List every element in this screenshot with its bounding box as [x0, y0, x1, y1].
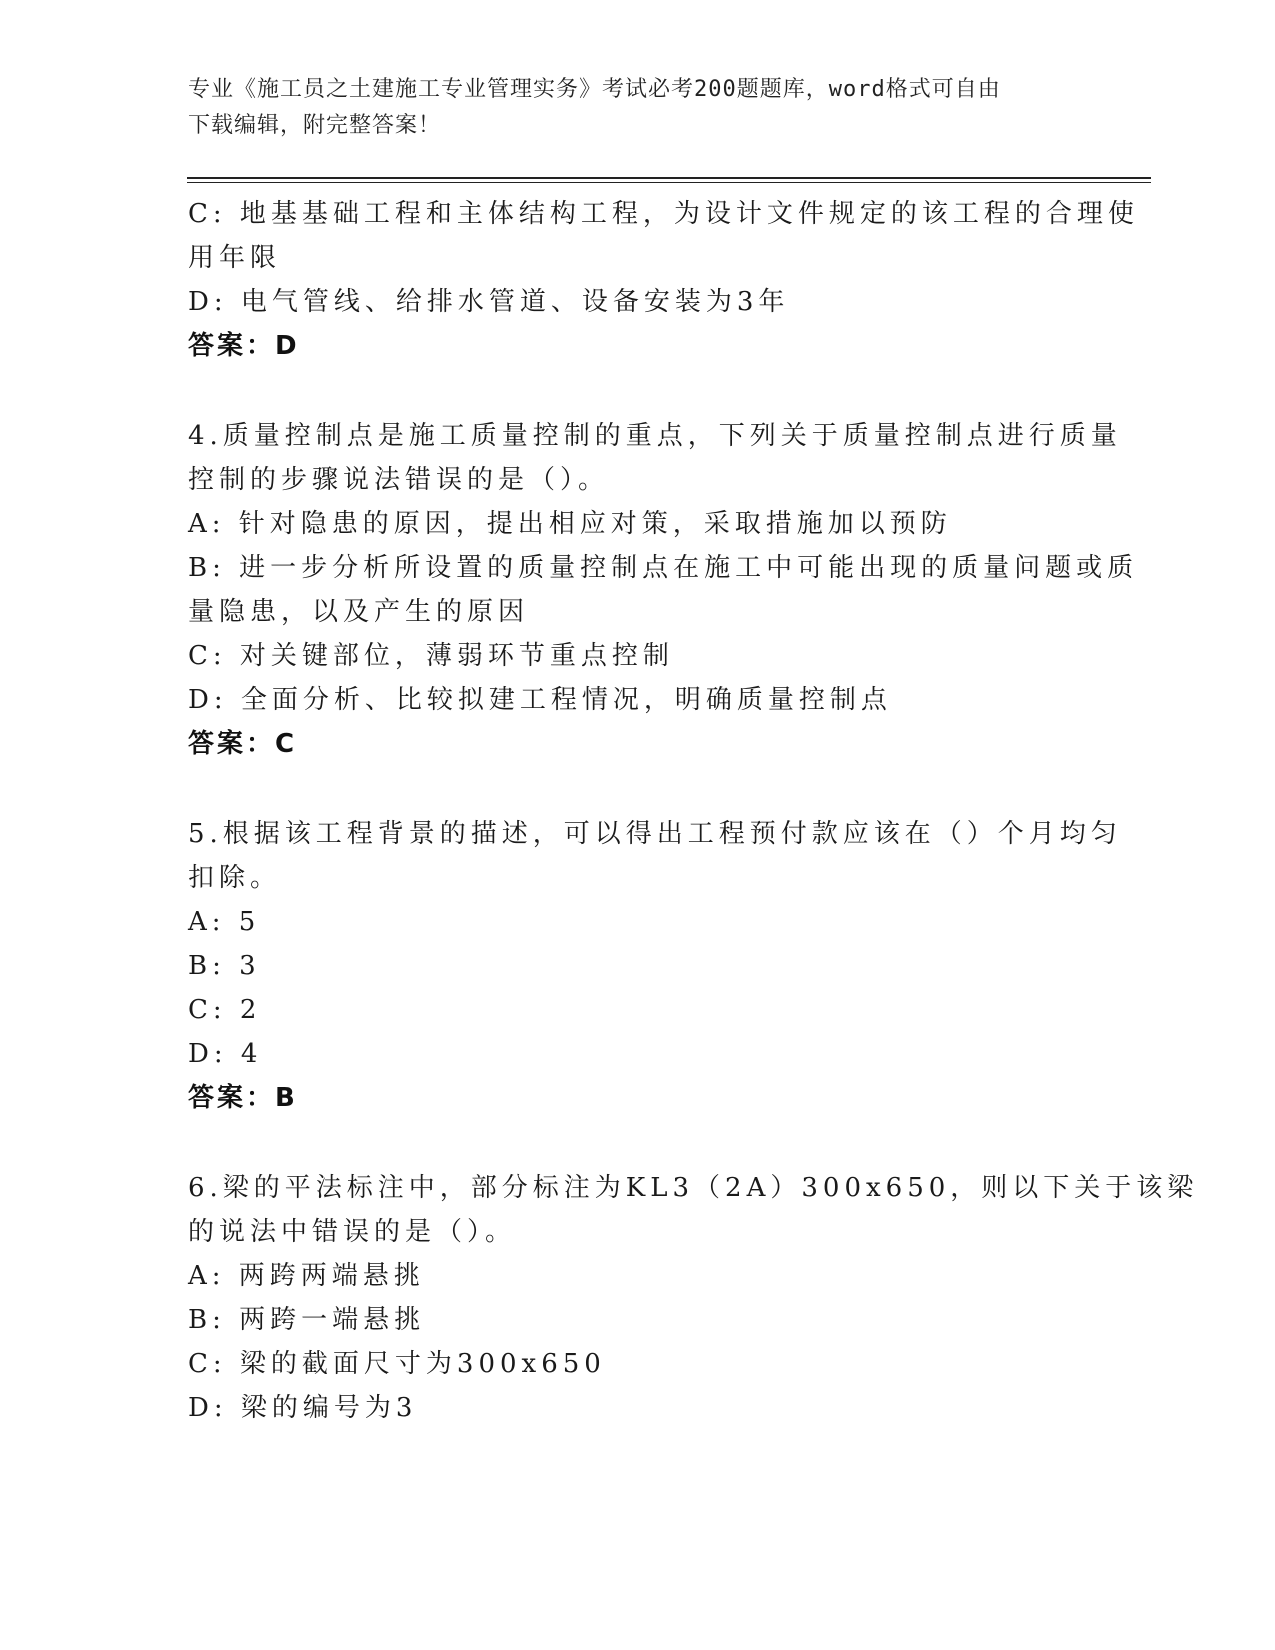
option-b-line-1: B: 进一步分析所设置的质量控制点在施工中可能出现的质量问题或质: [188, 553, 1139, 583]
document-header: [188, 72, 1068, 144]
question-stem-line-2: 控制的步骤说法错误的是（）。: [188, 465, 610, 495]
option-a: A: 5: [188, 907, 261, 937]
option-a: A: 两跨两端悬挑: [188, 1261, 425, 1291]
option-c: C: 梁的截面尺寸为300x650: [188, 1349, 606, 1379]
option-c: C: 2: [188, 995, 262, 1025]
header-line-1: 专业《施工员之土建施工专业管理实务》考试必考200题题库，word格式可自由: [188, 77, 1001, 102]
question-spacer: [188, 368, 1068, 414]
option-a: A: 针对隐患的原因，提出相应对策，采取措施加以预防: [188, 509, 952, 539]
question-stem-line-1: 5.根据该工程背景的描述，可以得出工程预付款应该在（）个月均匀: [188, 819, 1122, 849]
option-d: D: 4: [188, 1039, 263, 1069]
option-c: C: 对关键部位，薄弱环节重点控制: [188, 641, 674, 671]
question-list: [188, 192, 1199, 1430]
question-stem-line-1: 6.梁的平法标注中，部分标注为KL3（2A）300x650，则以下关于该梁: [188, 1173, 1199, 1203]
question-4: [188, 414, 1139, 766]
question-6: [188, 1166, 1199, 1430]
option-d: D: 梁的编号为3: [188, 1393, 418, 1423]
question-stem-line-2: 的说法中错误的是（）。: [188, 1217, 517, 1247]
question-spacer: [188, 766, 1068, 812]
question-3-tail: [188, 192, 1139, 368]
header-line-2: 下载编辑，附完整答案！: [188, 113, 442, 138]
answer-label: 答案：B: [188, 1083, 298, 1113]
option-c-line-1: C: 地基基础工程和主体结构工程，为设计文件规定的该工程的合理使: [188, 199, 1139, 229]
answer-label: 答案：C: [188, 729, 298, 759]
question-stem-line-2: 扣除。: [188, 863, 282, 893]
question-spacer: [188, 1120, 1068, 1166]
option-b-line-2: 量隐患，以及产生的原因: [188, 597, 530, 627]
answer-label: 答案：D: [188, 331, 300, 361]
question-stem-line-1: 4.质量控制点是施工质量控制的重点，下列关于质量控制点进行质量: [188, 421, 1122, 451]
option-c-line-2: 用年限: [188, 243, 282, 273]
option-b: B: 3: [188, 951, 261, 981]
question-5: [188, 812, 1122, 1120]
option-d: D: 电气管线、给排水管道、设备安装为3年: [188, 287, 790, 317]
option-d: D: 全面分析、比较拟建工程情况，明确质量控制点: [188, 685, 892, 715]
option-b: B: 两跨一端悬挑: [188, 1305, 426, 1335]
header-divider-thin: [187, 182, 1151, 183]
header-divider-thick: [187, 177, 1151, 179]
